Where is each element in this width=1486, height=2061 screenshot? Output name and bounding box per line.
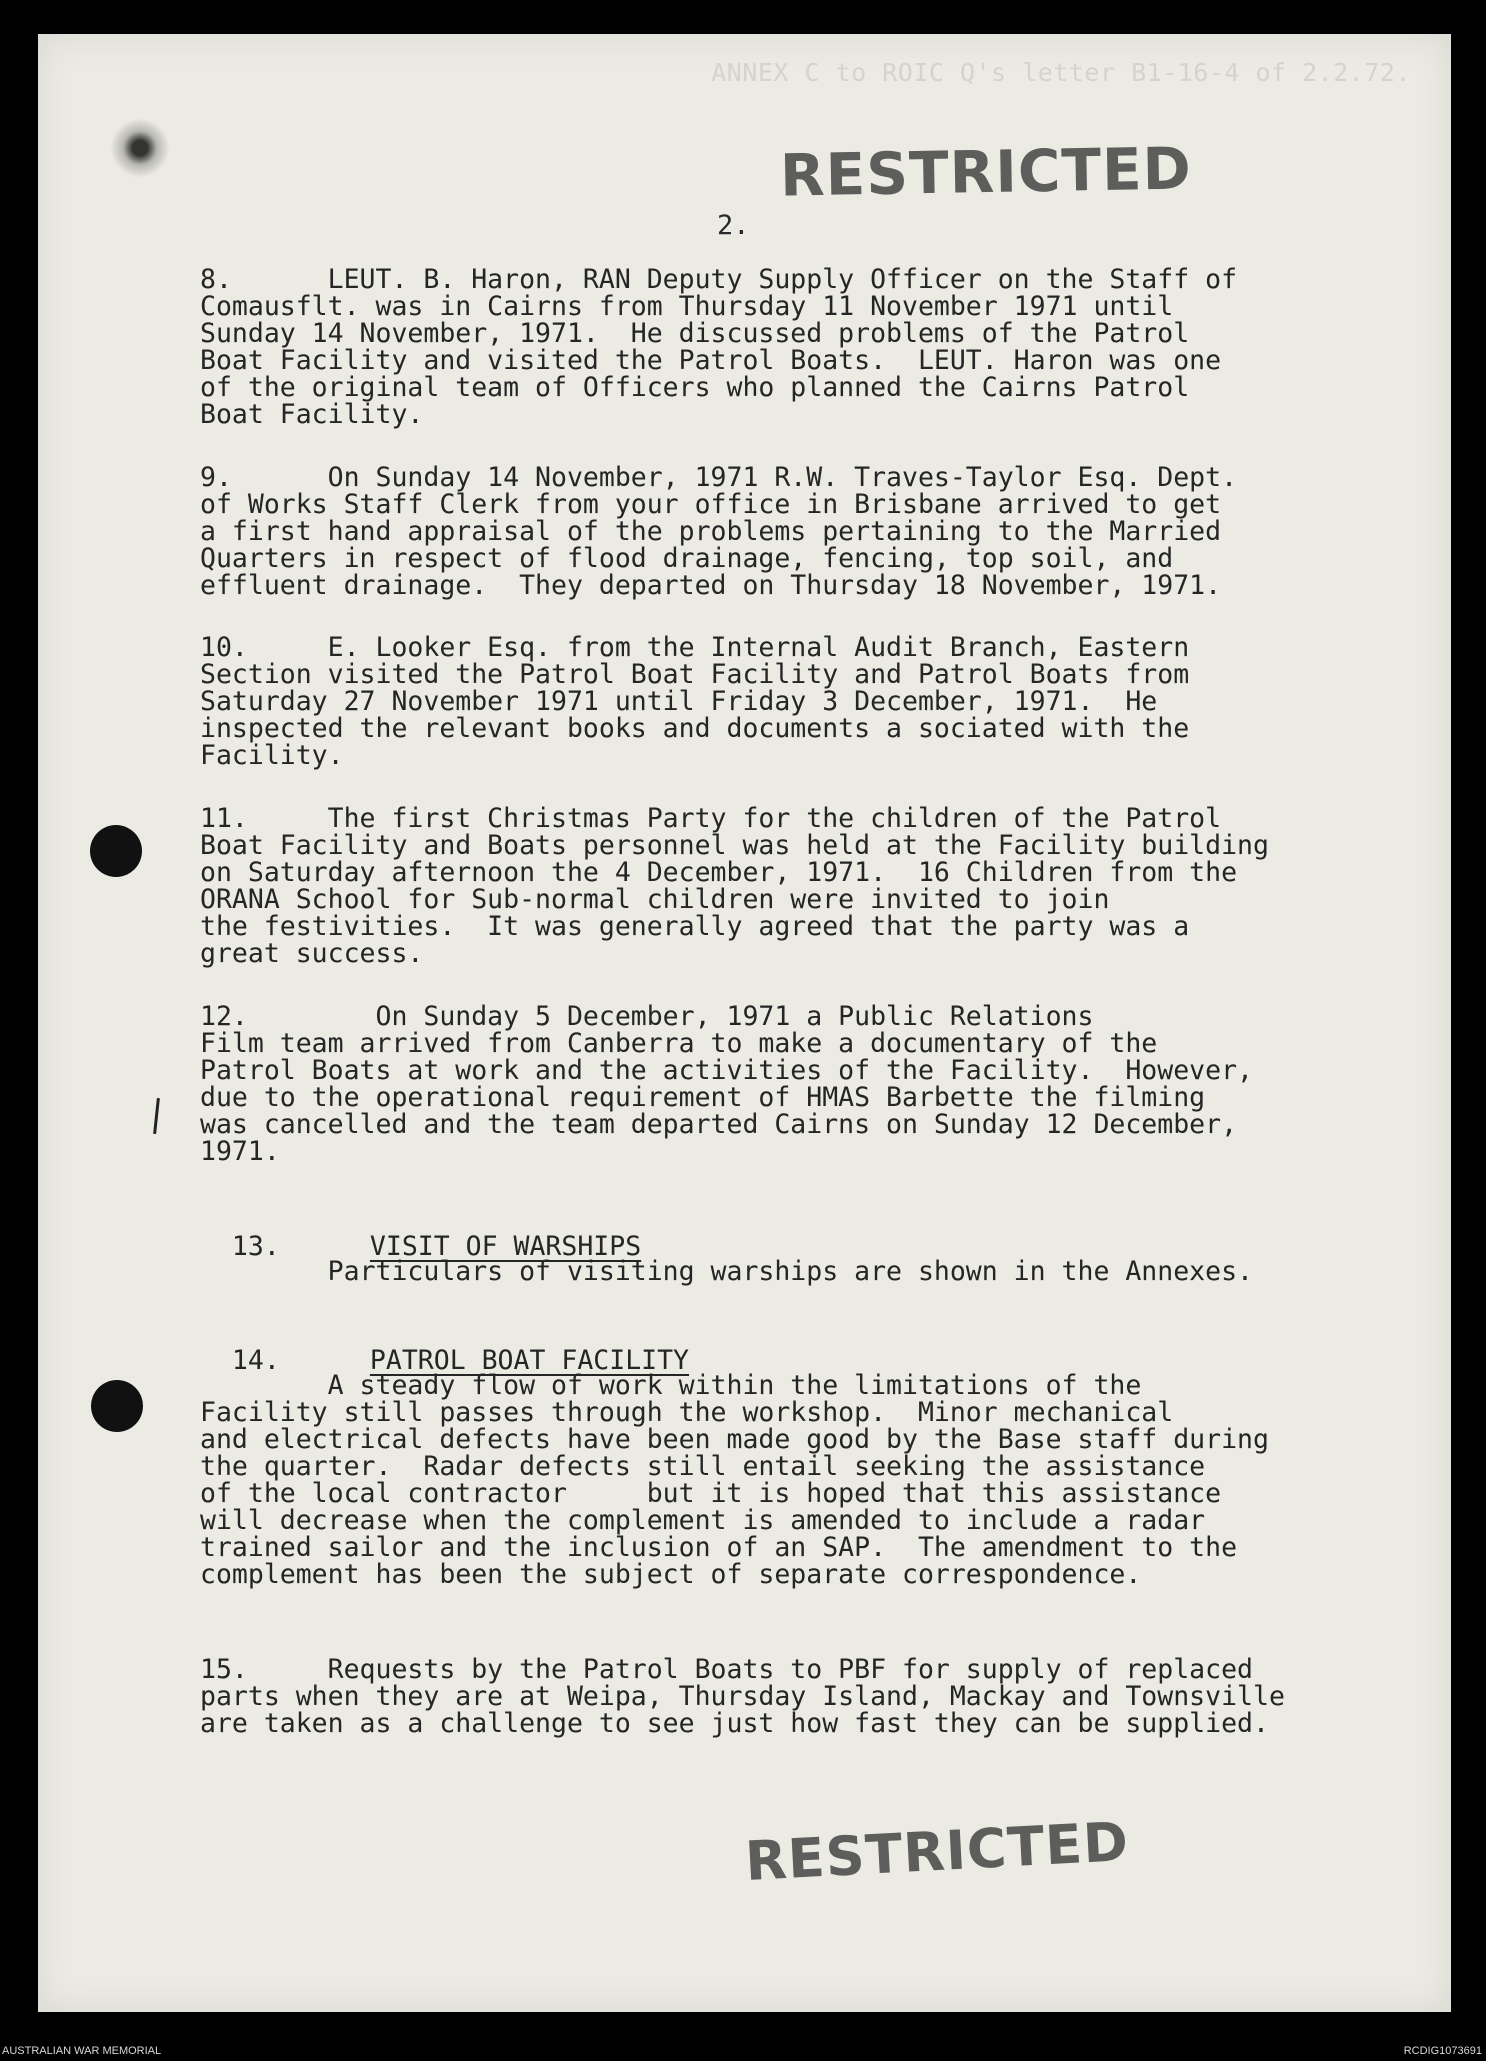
archive-credit: AUSTRALIAN WAR MEMORIAL: [2, 2045, 162, 2057]
heading-number: 13.: [231, 1231, 280, 1262]
paragraph-9: 9. On Sunday 14 November, 1971 R.W. Traves-Taylor Esq. Dept. of Works Staff Clerk from your office in Brisbane arrived to get a first hand appraisal of the problems pertaining to the Married Quarters in respect of flood drainage, fencing, top soil, and effluent drainage. They departed on Thursday 18 November, 1971.: [200, 462, 1238, 601]
restricted-stamp-top: RESTRICTED: [779, 134, 1193, 210]
heading-title: VISIT OF WARSHIPS: [369, 1231, 642, 1262]
heading-patrol-boat-facility: [200, 1314, 689, 1376]
paragraph-12: 12. On Sunday 5 December, 1971 a Public Relations Film team arrived from Canberra to make a documentary of the Patrol Boats at work and the activities of the Facility. However, due to the operational requirement of HMAS Barbette the filming was cancelled and the team departed Cairns on Sunday 12 December, 1971.: [200, 1001, 1253, 1167]
annex-reference: ANNEX C to ROIC Q's letter B1-16-4 of 2.2.72.: [711, 58, 1411, 87]
paragraph-10: 10. E. Looker Esq. from the Internal Audit Branch, Eastern Section visited the Patrol Boat Facility and Patrol Boats from Saturday 27 November 1971 until Friday 3 December, 1971. He inspected the relevant books and documents a sociated with the Facility.: [200, 632, 1190, 771]
heading-number: 14.: [231, 1345, 280, 1376]
page-number: 2.: [717, 210, 750, 241]
footer-bar: [0, 2039, 1486, 2061]
record-id: RCDIG1073691: [1403, 2045, 1482, 2057]
heading-visit-of-warships: [200, 1200, 641, 1262]
paragraph-15: 15. Requests by the Patrol Boats to PBF for supply of replaced parts when they are at Weipa, Thursday Island, Mackay and Townsville are taken as a challenge to see just how fast they can be supplied.: [200, 1654, 1285, 1739]
punch-hole: [91, 1380, 143, 1432]
paragraph-14: A steady flow of work within the limitations of the Facility still passes through the workshop. Minor mechanical and electrical defects have been made good by the Base staff during the quarter. Radar defects still entail seeking the assistance of the local contractor but it is hoped that this assistance will decrease when the complement is amended to include a radar trained sailor and the inclusion of an SAP. The amendment to the complement has been the subject of separate correspondence.: [200, 1370, 1269, 1590]
paragraph-13: Particulars of visiting warships are shown in the Annexes.: [200, 1256, 1253, 1287]
paragraph-11: 11. The first Christmas Party for the children of the Patrol Boat Facility and Boats personnel was held at the Facility building on Saturday afternoon the 4 December, 1971. 16 Children from the ORANA School for Sub-normal children were invited to join the festivities. It was generally agreed that the party was a great success.: [200, 803, 1269, 969]
restricted-stamp-bottom: RESTRICTED: [743, 1809, 1131, 1894]
ink-smudge: [110, 118, 170, 178]
heading-title: PATROL BOAT FACILITY: [369, 1345, 690, 1376]
paragraph-8: 8. LEUT. B. Haron, RAN Deputy Supply Officer on the Staff of Comausflt. was in Cairns from Thursday 11 November 1971 until Sunday 14 November, 1971. He discussed problems of the Patrol Boat Facility and visited the Patrol Boats. LEUT. Haron was one of the original team of Officers who planned the Cairns Patrol Boat Facility.: [200, 264, 1238, 430]
punch-hole: [90, 825, 142, 877]
